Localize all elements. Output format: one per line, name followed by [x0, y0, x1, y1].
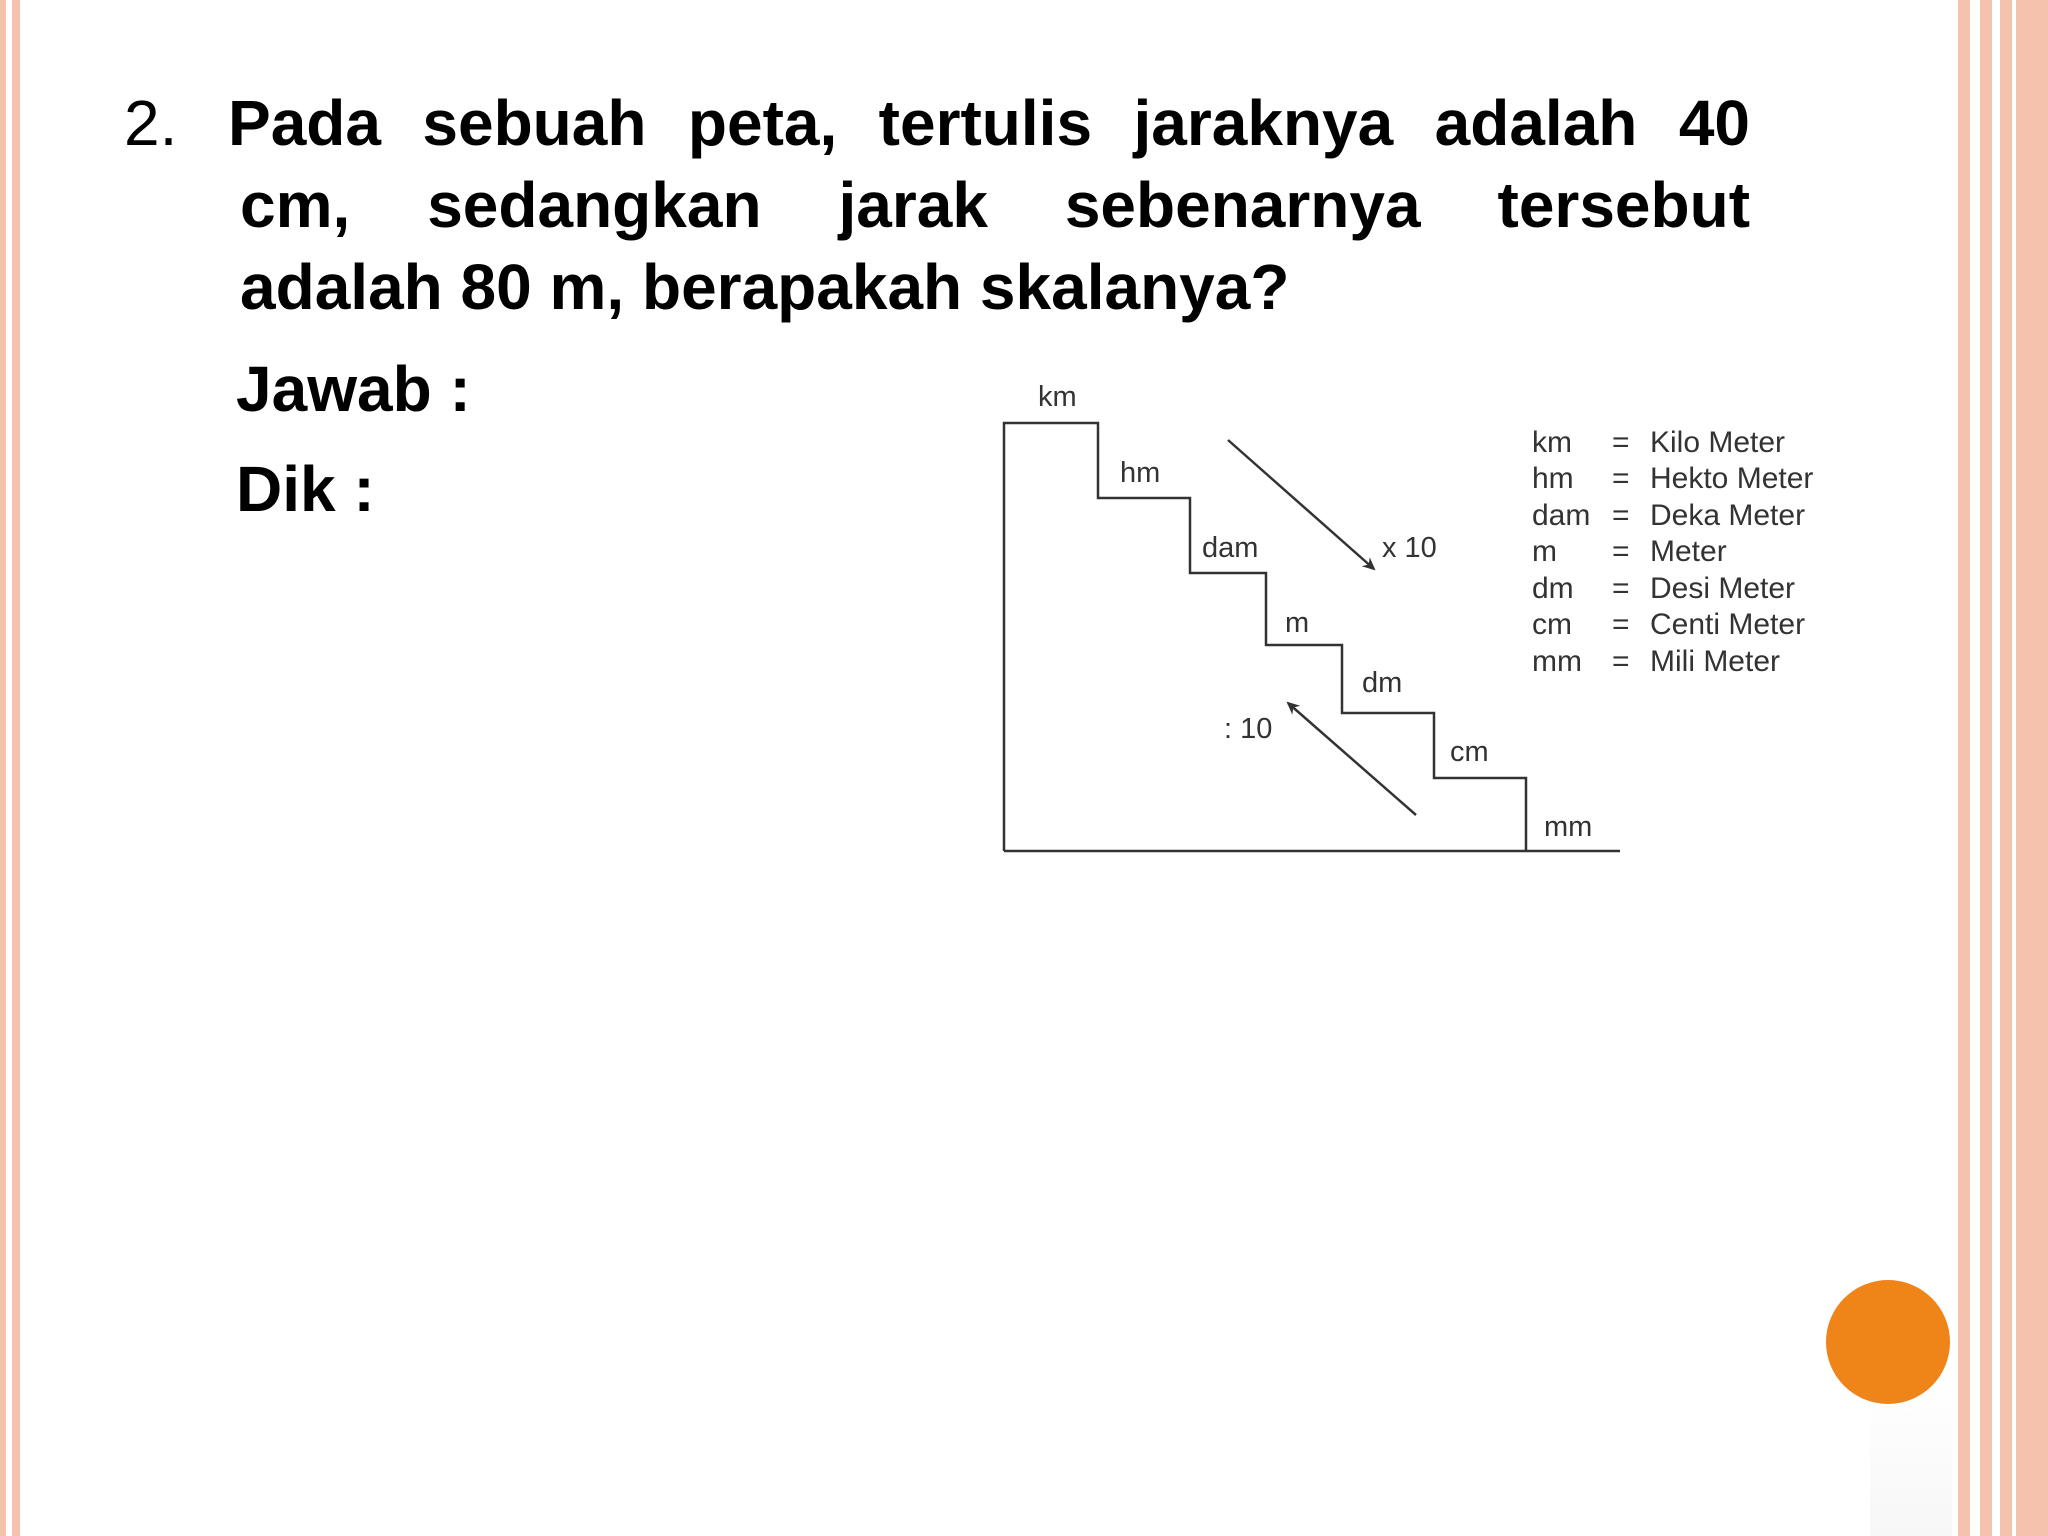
- given-label: Dik :: [236, 453, 375, 525]
- step-label-m: m: [1285, 607, 1310, 639]
- legend-eq: =: [1612, 535, 1630, 568]
- step-label-km: km: [1038, 381, 1077, 413]
- legend-eq: =: [1612, 645, 1630, 678]
- legend-eq: =: [1612, 608, 1630, 641]
- question-number: 2.: [124, 87, 178, 159]
- unit-legend: [1532, 426, 1813, 678]
- answer-label: Jawab :: [236, 353, 471, 425]
- legend-name: Kilo Meter: [1650, 426, 1786, 459]
- legend-eq: =: [1612, 499, 1630, 532]
- legend-abbr: hm: [1532, 462, 1574, 495]
- question-line-1: Pada sebuah peta, tertulis jaraknya adalah 40: [228, 87, 1750, 159]
- legend-name: Hekto Meter: [1650, 462, 1814, 495]
- step-label-hm: hm: [1120, 457, 1161, 489]
- step-label-cm: cm: [1450, 736, 1489, 768]
- question-line-3: adalah 80 m, berapakah skalanya?: [240, 251, 1290, 323]
- legend-name: Centi Meter: [1650, 608, 1806, 641]
- divide-label: : 10: [1224, 713, 1273, 745]
- legend-abbr: km: [1532, 426, 1572, 459]
- divide-arrow: [1288, 703, 1416, 815]
- legend-eq: =: [1612, 572, 1630, 605]
- step-label-dam: dam: [1202, 532, 1259, 564]
- question-line-2: cm, sedangkan jarak sebenarnya tersebut: [240, 169, 1750, 241]
- legend-eq: =: [1612, 426, 1630, 459]
- step-label-dm: dm: [1362, 667, 1403, 699]
- multiply-label: x 10: [1382, 532, 1437, 564]
- legend-abbr: cm: [1532, 608, 1572, 641]
- legend-eq: =: [1612, 462, 1630, 495]
- legend-name: Desi Meter: [1650, 572, 1796, 605]
- legend-name: Meter: [1650, 535, 1727, 568]
- step-label-mm: mm: [1544, 811, 1593, 843]
- staircase-outline: [1004, 423, 1620, 851]
- legend-abbr: mm: [1532, 645, 1582, 678]
- legend-abbr: dam: [1532, 499, 1591, 532]
- legend-name: Mili Meter: [1650, 645, 1781, 678]
- legend-abbr: m: [1532, 535, 1557, 568]
- legend-abbr: dm: [1532, 572, 1574, 605]
- legend-name: Deka Meter: [1650, 499, 1806, 532]
